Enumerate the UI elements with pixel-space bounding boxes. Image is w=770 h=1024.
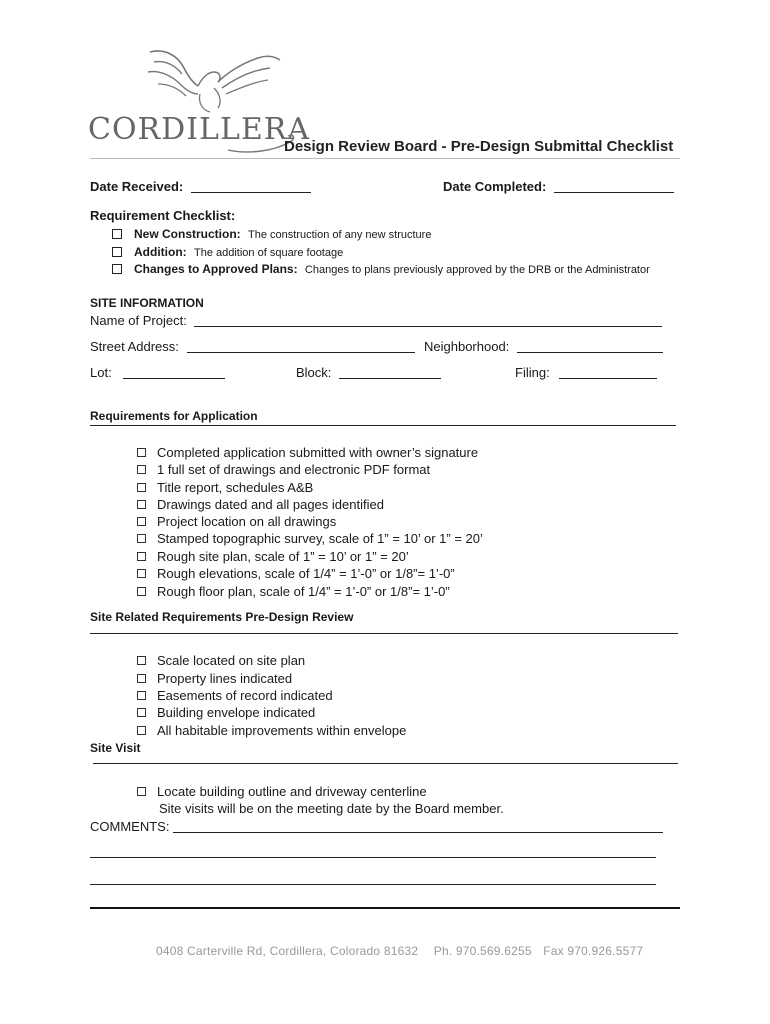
list-item: All habitable improvements within envelope [137,723,406,738]
checkbox[interactable] [137,708,146,717]
checkbox[interactable] [112,247,122,257]
comments-line[interactable] [90,884,656,885]
block-field[interactable] [339,366,441,379]
neighborhood-field[interactable] [517,340,663,353]
list-item: Rough floor plan, scale of 1/4” = 1’-0” or 1/8”= 1’-0” [137,584,450,599]
checkbox[interactable] [137,534,146,543]
list-item: Property lines indicated [137,671,292,686]
checkbox[interactable] [137,656,146,665]
checkbox[interactable] [137,726,146,735]
checkbox[interactable] [137,552,146,561]
checkbox[interactable] [112,264,122,274]
block: Block: [296,365,441,380]
comments-line[interactable] [90,857,656,858]
list-item: Rough elevations, scale of 1/4” = 1’-0” or 1/8”= 1’-0” [137,566,455,581]
logo-text: CORDILLERA [88,112,311,147]
checkbox[interactable] [137,691,146,700]
page-title: Design Review Board - Pre-Design Submittal Checklist [284,138,674,155]
street-address-field[interactable] [187,340,415,353]
divider [90,633,678,634]
street-address: Street Address: [90,339,415,354]
comments-field[interactable] [173,820,663,833]
requirement-checklist-heading: Requirement Checklist: [90,208,236,223]
date-completed-label: Date Completed: [443,179,547,194]
site-information-heading: SITE INFORMATION [90,296,204,310]
checkbox[interactable] [112,229,122,239]
footer-phone: Ph. 970.569.6255 [433,944,532,958]
list-item: Scale located on site plan [137,653,305,668]
list-item: Easements of record indicated [137,688,333,703]
list-item: Completed application submitted with owner’s signature [137,445,478,460]
comments: COMMENTS: [90,819,663,834]
title-rule [90,158,680,159]
checklist-item: New Construction: The construction of any new structure [112,227,431,241]
checklist-item: Changes to Approved Plans: Changes to plans previously approved by the DRB or the Administrator [112,262,650,276]
filing: Filing: [515,365,657,380]
footer-fax: Fax 970.926.5577 [543,944,644,958]
checkbox[interactable] [137,465,146,474]
date-completed-field[interactable] [554,180,674,193]
list-item: Project location on all drawings [137,514,336,529]
checkbox[interactable] [137,483,146,492]
footer-address: 0408 Carterville Rd, Cordillera, Colorado 81632 [156,944,419,958]
list-item: Rough site plan, scale of 1” = 10’ or 1” = 20’ [137,549,409,564]
filing-field[interactable] [559,366,657,379]
list-item: Drawings dated and all pages identified [137,497,384,512]
logo [88,42,311,154]
project-name-field[interactable] [194,314,662,327]
checkbox[interactable] [137,448,146,457]
footer [156,944,643,958]
date-received [90,179,311,194]
neighborhood: Neighborhood: [424,339,663,354]
checkbox[interactable] [137,517,146,526]
checklist-item: Addition: The addition of square footage [112,245,343,259]
list-item: Title report, schedules A&B [137,480,313,495]
date-received-label: Date Received: [90,179,184,194]
bottom-rule [90,907,680,909]
divider [93,763,678,764]
lot: Lot: [90,365,225,380]
application-heading: Requirements for Application [90,409,258,423]
date-completed [443,179,674,194]
list-item: Stamped topographic survey, scale of 1” = 10’ or 1” = 20’ [137,531,483,546]
divider [90,425,676,426]
site-visit-item: Locate building outline and driveway centerline [137,784,427,799]
checkbox[interactable] [137,569,146,578]
project-name: Name of Project: [90,313,662,328]
list-item: Building envelope indicated [137,705,315,720]
checkbox[interactable] [137,674,146,683]
site-related-heading: Site Related Requirements Pre-Design Review [90,610,354,624]
site-visit-heading: Site Visit [90,741,141,755]
lot-field[interactable] [123,366,225,379]
date-received-field[interactable] [191,180,311,193]
checkbox[interactable] [137,500,146,509]
list-item: 1 full set of drawings and electronic PDF format [137,462,430,477]
eagle-icon [140,42,290,114]
checkbox[interactable] [137,587,146,596]
site-visit-note: Site visits will be on the meeting date by the Board member. [159,801,504,816]
checkbox[interactable] [137,787,146,796]
